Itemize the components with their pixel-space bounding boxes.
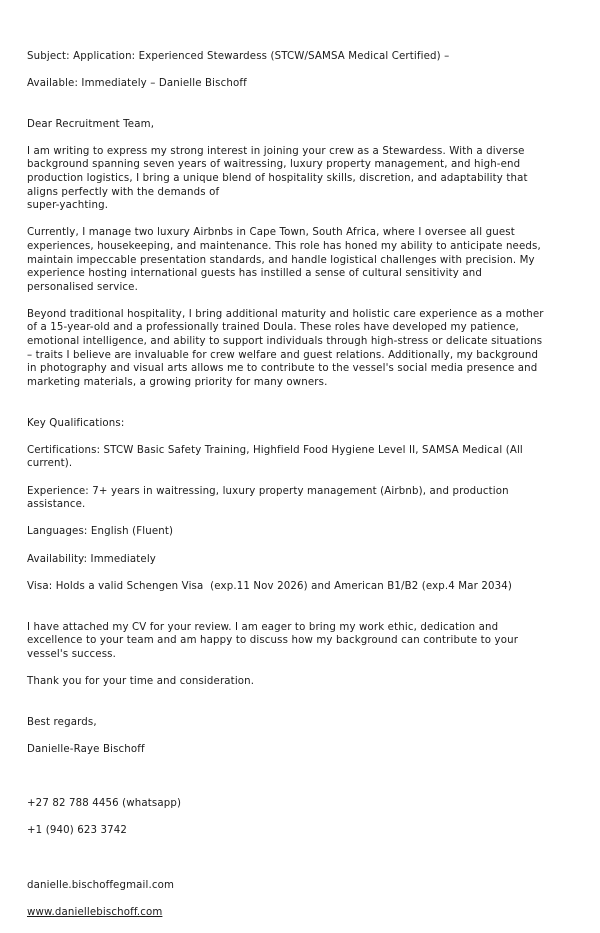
subject-availability-line: Available: Immediately – Danielle Bischoff — [27, 77, 247, 89]
paragraph-closing: I have attached my CV for your review. I am eager to bring my work ethic, dedication and excellence to your team and am happy to discuss how my background can contribute to your vessel's success. — [27, 621, 519, 660]
qualifications-heading: Key Qualifications: — [27, 417, 125, 429]
qualification-visa: Visa: Holds a valid Schengen Visa (exp.11 Nov 2026) and American B1/B2 (exp.4 Mar 2034) — [27, 580, 513, 592]
paragraph-current-role: Currently, I manage two luxury Airbnbs in Cape Town, South Africa, where I oversee all guest experiences, housekeeping, and maintenance. This role has honed my ability to anticipate needs, maintain impeccable presentation standards, and handle logistical challenges with precision. My experience hosting international guests has instilled a sense of cultural sensitivity and personalised service. — [27, 227, 541, 293]
qualifications-section — [27, 403, 567, 607]
thanks-line: Thank you for your time and consideration. — [27, 675, 255, 687]
qualification-experience: Experience: 7+ years in waitressing, luxury property management (Airbnb), and production assistance. — [27, 485, 509, 511]
salutation: Dear Recruitment Team, — [27, 118, 155, 130]
closing-phrase: Best regards, — [27, 716, 97, 728]
paragraph-intro: I am writing to express my strong interest in joining your crew as a Stewardess. With a diverse background spanning seven years of waitressing, luxury property management, and high-end production logistics, I bring a unique blend of hospitality skills, discretion, and adaptability that aligns perfectly with the demands of super-yachting. — [27, 145, 528, 212]
signature-name: Danielle-Raye Bischoff — [27, 743, 145, 755]
cover-letter — [27, 36, 567, 933]
signature-block — [27, 702, 567, 770]
qualification-languages: Languages: English (Fluent) — [27, 526, 174, 538]
subject-line: Subject: Application: Experienced Stewardess (STCW/SAMSA Medical Certified) – — [27, 50, 450, 62]
phone-whatsapp: +27 82 788 4456 (whatsapp) — [27, 798, 182, 810]
contact-block — [27, 865, 567, 933]
qualification-availability: Availability: Immediately — [27, 553, 156, 565]
email-address: danielle.bischoffegmail.com — [27, 879, 175, 891]
subject-block — [27, 36, 567, 104]
qualification-certifications: Certifications: STCW Basic Safety Training, Highfield Food Hygiene Level II, SAMSA Medical (All current). — [27, 444, 523, 470]
phone-block — [27, 784, 567, 852]
paragraph-additional-experience: Beyond traditional hospitality, I bring additional maturity and holistic care experience as a mother of a 15-year-old and a professionally trained Doula. These roles have developed my patience, emotional intelligence, and ability to support individuals through high-stress or delicate situations – traits I believe are invaluable for crew welfare and guest relations. Additionally, my background in photography and visual arts allows me to contribute to the vessel's social media presence and marketing materials, a growing priority for many owners. — [27, 308, 544, 388]
website-link[interactable]: www.daniellebischoff.com — [27, 907, 163, 918]
phone-us: +1 (940) 623 3742 — [27, 825, 128, 837]
